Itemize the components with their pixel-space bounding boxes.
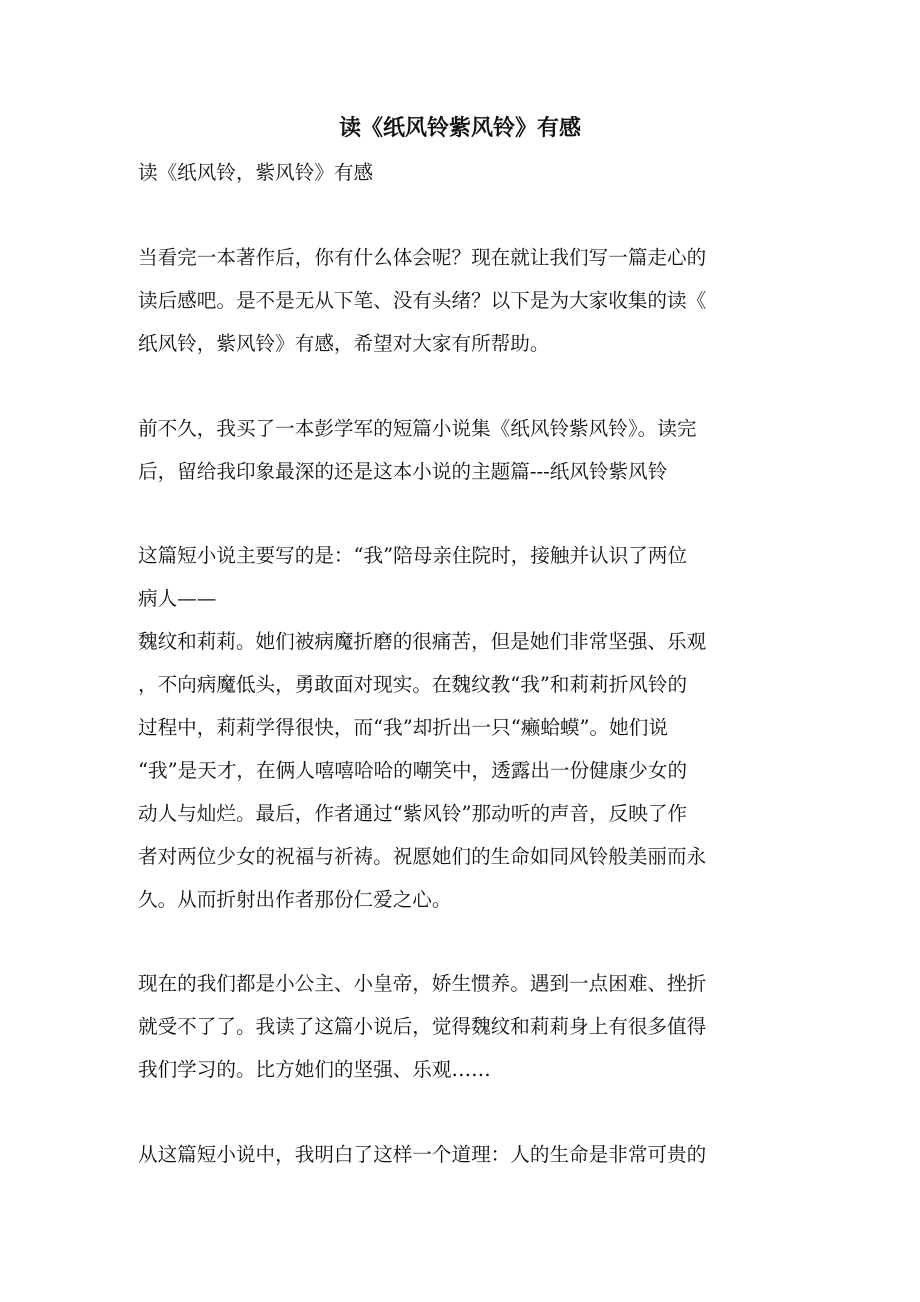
paragraph-1-line-2: 读后感吧。是不是无从下笔、没有头绪？以下是为大家收集的读《 <box>138 289 707 312</box>
paragraph-4-line-1: 现在的我们都是小公主、小皇帝，娇生惯养。遇到一点困难、挫折 <box>138 972 707 995</box>
paragraph-3-line-9: 久。从而折射出作者那份仁爱之心。 <box>138 888 452 911</box>
paragraph-5-line-1: 从这篇短小说中，我明白了这样一个道理：人的生命是非常可贵的 <box>138 1143 707 1166</box>
paragraph-2-line-2: 后，留给我印象最深的还是这本小说的主题篇---纸风铃紫风铃 <box>138 460 668 483</box>
paragraph-2-line-1: 前不久，我买了一本彭学军的短篇小说集《纸风铃紫风铃》。读完 <box>138 417 697 440</box>
paragraph-3-line-3: 魏纹和莉莉。她们被病魔折磨的很痛苦，但是她们非常坚强、乐观 <box>138 630 707 653</box>
paragraph-3-line-8: 者对两位少女的祝福与祈祷。祝愿她们的生命如同风铃般美丽而永 <box>138 845 707 868</box>
paragraph-3-line-5: 过程中，莉莉学得很快，而“我”却折出一只“癞蛤蟆”。她们说 <box>138 716 668 739</box>
paragraph-3-line-6: “我”是天才，在俩人嘻嘻哈哈的嘲笑中，透露出一份健康少女的 <box>138 759 688 782</box>
paragraph-3-line-4: ，不向病魔低头，勇敢面对现实。在魏纹教“我”和莉莉折风铃的 <box>138 673 688 696</box>
paragraph-1-line-1: 当看完一本著作后，你有什么体会呢？现在就让我们写一篇走心的 <box>138 246 707 269</box>
document-subtitle: 读《纸风铃，紫风铃》有感 <box>138 161 374 184</box>
paragraph-3-line-2: 病人—— <box>138 587 217 610</box>
paragraph-1-line-3: 纸风铃，紫风铃》有感，希望对大家有所帮助。 <box>138 332 550 355</box>
paragraph-3-line-1: 这篇短小说主要写的是：“我”陪母亲住院时，接触并认识了两位 <box>138 544 688 567</box>
document-title: 读《纸风铃紫风铃》有感 <box>338 115 581 141</box>
paragraph-4-line-3: 我们学习的。比方她们的坚强、乐观…… <box>138 1058 491 1081</box>
paragraph-4-line-2: 就受不了了。我读了这篇小说后，觉得魏纹和莉莉身上有很多值得 <box>138 1015 707 1038</box>
paragraph-3-line-7: 动人与灿烂。最后，作者通过“紫风铃”那动听的声音，反映了作 <box>138 802 688 825</box>
